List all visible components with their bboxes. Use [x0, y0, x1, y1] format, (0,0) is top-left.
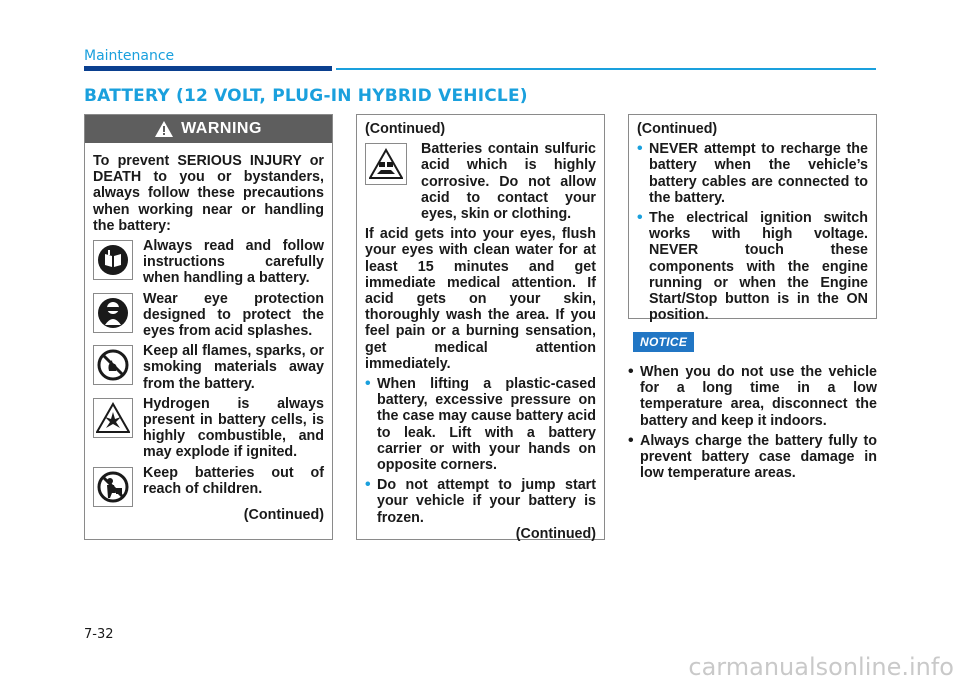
- list-item-text: When lifting a plastic-cased battery, excessive pressure on the case may cause battery acid to leak. Lift with a battery carrier or with your hands on opposite corners.: [377, 376, 596, 474]
- no-flames-icon: [93, 345, 133, 385]
- list-item: [637, 141, 868, 206]
- warning-label: WARNING: [181, 119, 262, 137]
- continued-label: (Continued): [243, 506, 324, 523]
- warning-item: [93, 465, 324, 507]
- header-rule-dark: [84, 66, 332, 71]
- notice-badge: NOTICE: [633, 332, 694, 352]
- acid-hazard-icon: [365, 143, 407, 185]
- list-item-text: Always charge the battery fully to prevent battery case damage in low temperature areas.: [640, 432, 877, 482]
- warning-item-text: Keep batteries out of reach of children.: [143, 464, 324, 497]
- warning-continued-box: [628, 114, 877, 324]
- warning-item: [93, 238, 324, 287]
- continued-label: (Continued): [637, 121, 718, 137]
- acid-first-aid-paragraph: If acid gets into your eyes, flush your eyes with clean water for at least 15 minutes and get immediate medical attention. If acid gets on your skin, thoroughly wash the area. If you feel pain or a burning sensation, get medical attention immediately.: [365, 226, 596, 372]
- warning-item: [93, 396, 324, 461]
- explosion-hazard-icon: [93, 398, 133, 438]
- warning-item-text: Hydrogen is always present in battery cells, is highly combustible, and may explode if ignited.: [143, 395, 324, 461]
- warning-item: [93, 291, 324, 340]
- list-item: [365, 477, 596, 526]
- bullet-icon: •: [637, 209, 643, 227]
- keep-away-children-icon: [93, 467, 133, 507]
- manual-book-icon: [93, 240, 133, 280]
- warning-item-text: Wear eye protection designed to protect the eyes from acid splashes.: [143, 290, 324, 340]
- page-title: BATTERY (12 VOLT, PLUG-IN HYBRID VEHICLE): [84, 86, 528, 106]
- list-item-text: NEVER attempt to recharge the battery when the vehicle’s battery cables are connected to the battery.: [649, 141, 868, 206]
- warning-continued-box: [356, 114, 605, 540]
- eye-protection-icon: [93, 293, 133, 333]
- bullet-icon: •: [628, 363, 634, 380]
- warning-item-text: Keep all flames, sparks, or smoking materials away from the battery.: [143, 343, 324, 392]
- warning-intro: To prevent SERIOUS INJURY or DEATH to you or bystanders, always follow these precautions when working near or handling the battery:: [93, 153, 324, 234]
- warning-header: [85, 115, 332, 143]
- list-item-text: When you do not use the vehicle for a long time in a low temperature area, disconnect the battery and keep it indoors.: [640, 364, 877, 429]
- bullet-icon: •: [637, 140, 643, 158]
- page-number: 7-32: [84, 627, 114, 642]
- bullet-icon: •: [365, 476, 371, 494]
- list-item: [637, 210, 868, 323]
- continued-label: (Continued): [365, 121, 446, 137]
- warning-box: [84, 114, 333, 540]
- acid-warning-item: [365, 141, 596, 222]
- section-label: Maintenance: [84, 48, 175, 64]
- bullet-icon: •: [628, 431, 634, 449]
- notice-list: [628, 360, 877, 481]
- watermark: carmanualsonline.info: [688, 653, 954, 681]
- list-item: [628, 433, 877, 482]
- warning-triangle-icon: [155, 121, 173, 137]
- list-item-text: Do not attempt to jump start your vehicle if your battery is frozen.: [377, 477, 596, 526]
- bullet-icon: •: [365, 375, 371, 393]
- warning-item-text: Always read and follow instructions carefully when handling a battery.: [143, 238, 324, 287]
- list-item: [628, 364, 877, 429]
- warning-item: [93, 343, 324, 392]
- header-rule-light: [336, 68, 876, 70]
- list-item-text: The electrical ignition switch works with high voltage. NEVER touch these components with the engine running or when the Engine Start/Stop button is in the ON position.: [649, 210, 868, 324]
- list-item: [365, 376, 596, 473]
- continued-label: (Continued): [515, 525, 596, 542]
- acid-warning-text: Batteries contain sulfuric acid which is highly corrosive. Do not allow acid to contact your eyes, skin or clothing.: [421, 141, 596, 223]
